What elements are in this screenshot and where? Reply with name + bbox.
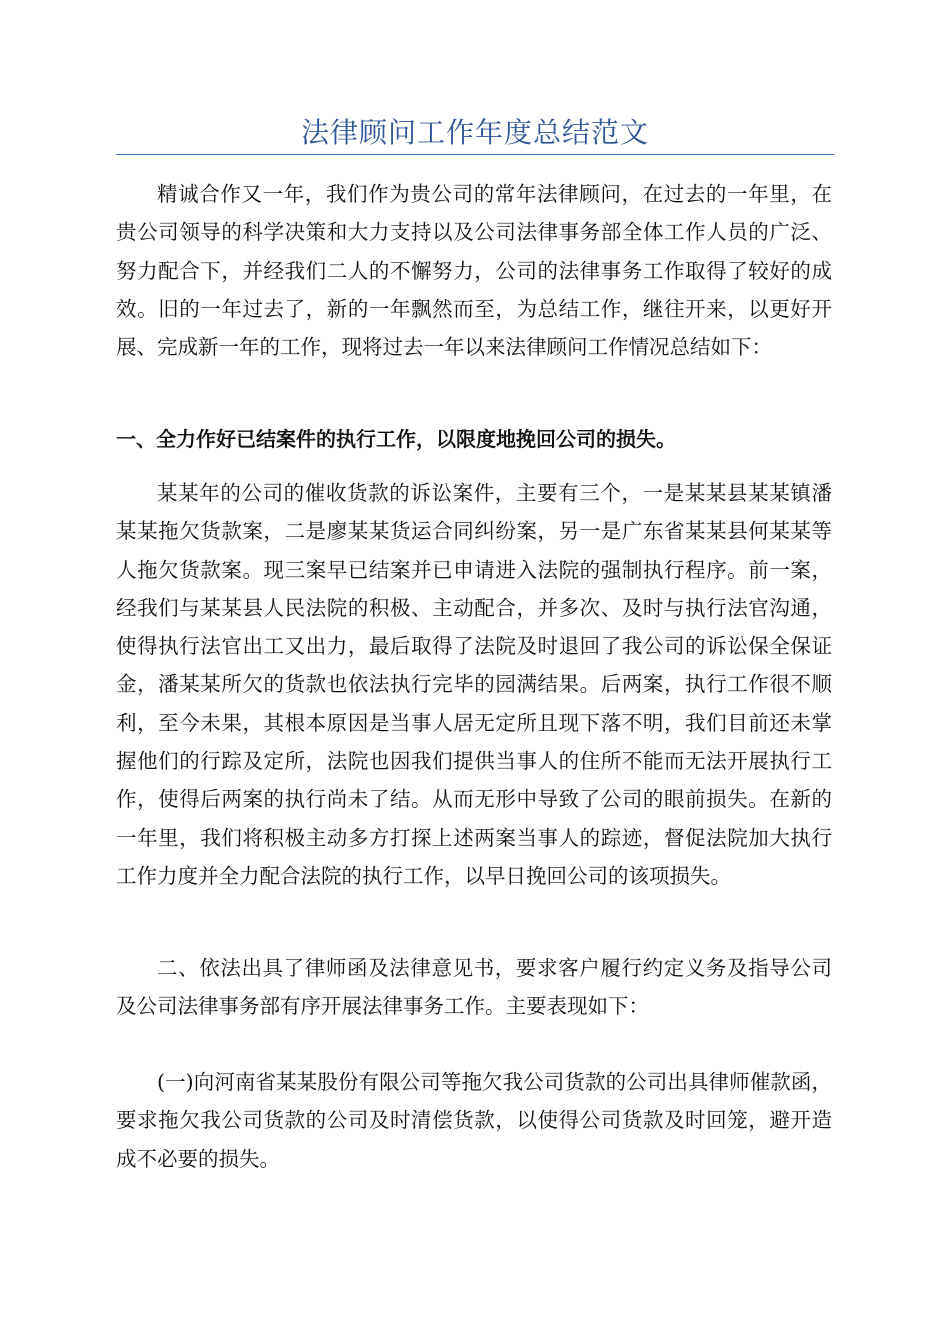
section-two-item-one-paragraph: (一)向河南省某某股份有限公司等拖欠我公司货款的公司出具律师催款函，要求拖欠我公司货款的公司及时清偿货款，以使得公司货款及时回笼，避开造成不必要的损失。 <box>116 1070 832 1171</box>
title-underline <box>116 154 834 155</box>
section-one-paragraph: 某某年的公司的催收货款的诉讼案件，主要有三个，一是某某县某某镇潘某某拖欠货款案，二是廖某某货运合同纠纷案，另一是广东省某某县何某某等人拖欠货款案。现三案早已结案并已申请进入法院的强制执行程序。前一案，经我们与某某县人民法院的积极、主动配合，并多次、及时与执行法官沟通，使得执行法官出工又出力，最后取得了法院及时退回了我公司的诉讼保全保证金，潘某某所欠的货款也依法执行完毕的园满结果。后两案，执行工作很不顺利，至今未果，其根本原因是当事人居无定所且现下落不明，我们目前还未掌握他们的行踪及定所，法院也因我们提供当事人的住所不能而无法开展执行工作，使得后两案的执行尚未了结。从而无形中导致了公司的眼前损失。在新的一年里，我们将积极主动多方打探上述两案当事人的踪迹，督促法院加大执行工作力度并全力配合法院的执行工作，以早日挽回公司的该项损失。 <box>116 481 832 888</box>
section-two-paragraph: 二、依法出具了律师函及法律意见书，要求客户履行约定义务及指导公司及公司法律事务部有序开展法律事务工作。主要表现如下： <box>116 956 832 1019</box>
intro-paragraph: 精诚合作又一年，我们作为贵公司的常年法律顾问，在过去的一年里，在贵公司领导的科学决策和大力支持以及公司法律事务部全体工作人员的广泛、努力配合下，并经我们二人的不懈努力，公司的法律事务工作取得了较好的成效。旧的一年过去了，新的一年飘然而至，为总结工作，继往开来，以更好开展、完成新一年的工作，现将过去一年以来法律顾问工作情况总结如下： <box>116 182 832 360</box>
document-title: 法律顾问工作年度总结范文 <box>300 116 649 149</box>
section-one-heading: 一、全力作好已结案件的执行工作，以限度地挽回公司的损失。 <box>116 427 676 451</box>
